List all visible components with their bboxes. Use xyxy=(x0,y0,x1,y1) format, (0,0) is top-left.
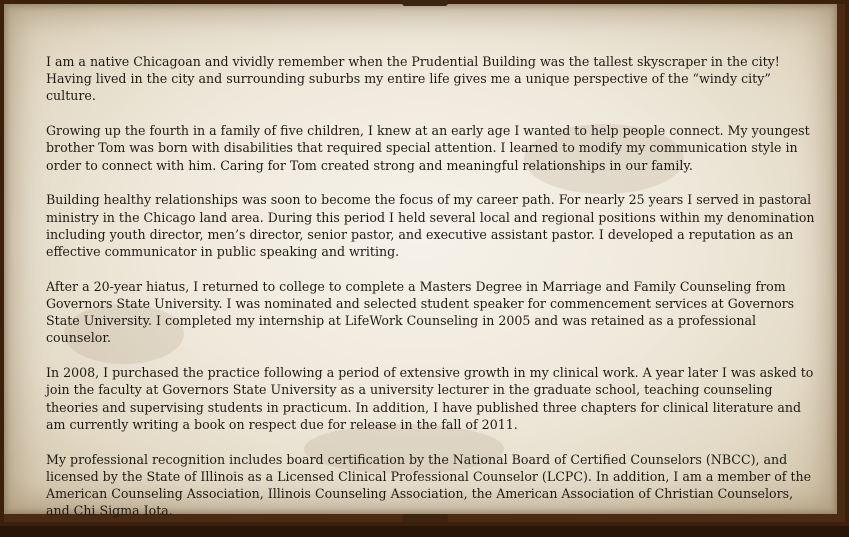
bio-paragraph-3: Building healthy relationships was soon to become the focus of my career path. For nearly 25 years I served in pastoral ministry in the Chicago land area. During this period I held several local and regional positions within my denomination including youth director, men’s director, senior pastor, and executive assistant pastor. I developed a reputation as an effective communicator in public speaking and writing. xyxy=(46,192,815,260)
bio-paragraph-1: I am a native Chicagoan and vividly remember when the Prudential Building was the tallest skyscraper in the city! Having lived in the city and surrounding suburbs my entire life gives me a unique perspective of the “windy city” culture. xyxy=(46,54,780,104)
bio-text xyxy=(46,53,816,537)
frame-clip-top xyxy=(402,0,448,6)
bio-paragraph-6: My professional recognition includes board certification by the National Board of Certified Counselors (NBCC), and licensed by the State of Illinois as a Licensed Clinical Professional Counselor (LCPC). In addition, I am a member of the American Counseling Association, Illinois Counseling Association, the American Association of Christian Counselors, and Chi Sigma Iota. xyxy=(46,451,812,519)
bio-paragraph-2: Growing up the fourth in a family of five children, I knew at an early age I wanted to help people connect. My youngest brother Tom was born with disabilities that required special attention. I learned to modify my communication style in order to connect with him. Caring for Tom created strong and meaningful relationships in our family. xyxy=(46,123,810,173)
bio-paragraph-4: After a 20-year hiatus, I returned to college to complete a Masters Degree in Marriage and Family Counseling from Governors State University. I was nominated and selected student speaker for commencement services at Governors State University. I completed my internship at LifeWork Counseling in 2005 and was retained as a professional counselor. xyxy=(46,278,795,346)
bio-paragraph-5: In 2008, I purchased the practice following a period of extensive growth in my clinical work. A year later I was asked to join the faculty at Governors State University as a university lecturer in the graduate school, teaching counseling theories and supervising students in practicum. In addition, I have published three chapters for clinical literature and am currently writing a book on respect due for release in the fall of 2011. xyxy=(46,365,814,432)
